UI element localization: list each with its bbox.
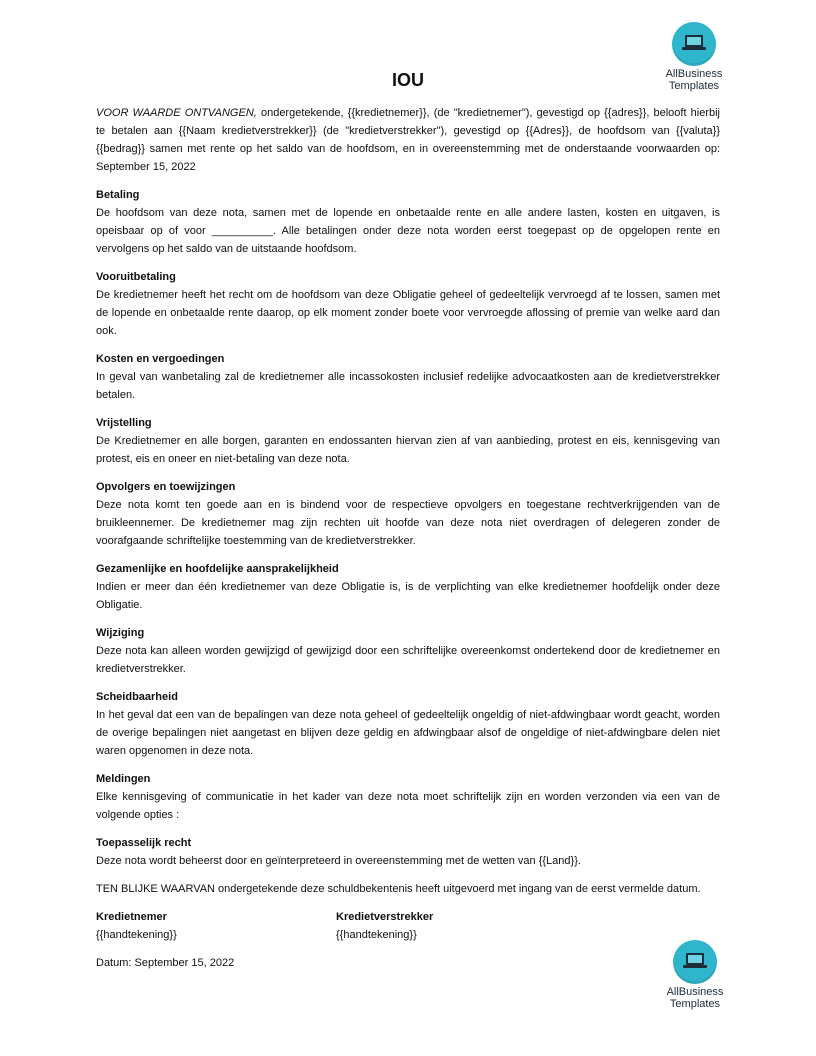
section-vooruitbetaling — [96, 268, 720, 340]
section-heading: Betaling — [96, 189, 140, 201]
signature-block — [96, 908, 720, 944]
section-meldingen — [96, 770, 720, 824]
allbusiness-logo-bottom — [657, 940, 733, 1010]
section-text: Deze nota komt ten goede aan en is bindend voor de respectieve opvolgers en toegestane rechtverkrijgenden van de bruikleennemer. De kredietnemer mag zijn rechten uit hoofde van deze nota niet overdragen of delegeren zonder de voorafgaande schriftelijke toestemming van de kredietverstrekker. — [96, 499, 720, 547]
section-heading: Wijziging — [96, 627, 145, 639]
section-text: In het geval dat een van de bepalingen van deze nota geheel of gedeeltelijk ongeldig of niet-afdwingbaar wordt geacht, worden de overige bepalingen niet aangetast en blijven deze geldig en afdwingbaar alsof de ongeldige of niet-afdwingbare delen niet waren opgenomen in deze nota. — [96, 709, 720, 757]
section-heading: Gezamenlijke en hoofdelijke aansprakelijkheid — [96, 563, 339, 575]
section-heading: Scheidbaarheid — [96, 691, 178, 703]
section-heading: Meldingen — [96, 773, 151, 785]
section-vrijstelling — [96, 414, 720, 468]
section-text: De Kredietnemer en alle borgen, garanten en endossanten hiervan zien af van aanbieding, protest en eis, kennisgeving van protest, eis en oneer en niet-betaling van deze nota. — [96, 435, 720, 465]
logo-text: AllBusiness Templates — [666, 986, 724, 1010]
intro-body: ondergetekende, {{kredietnemer}}, (de "kredietnemer"), gevestigd op {{adres}}, belooft hierbij te betalen aan {{Naam kredietverstrekker}} (de "kredietverstrekker"), gevestigd op {{Adres}}, de hoofdsom van {{valuta}}{{bedrag}} samen met rente op het saldo van de hoofdsom, en in overeenstemming met de onderstaande voorwaarden op: September 15, 2022 — [96, 107, 720, 173]
lender-signature — [336, 908, 576, 944]
lender-label: Kredietverstrekker — [336, 911, 434, 923]
intro-paragraph — [96, 104, 720, 176]
section-text: De kredietnemer heeft het recht om de hoofdsom van deze Obligatie geheel of gedeeltelijk vervroegd af te lossen, samen met de lopende en onbetaalde rente daarop, op elk moment zonder boete voor vervroegde aflossing of premie van welke aard dan ook. — [96, 289, 720, 337]
section-text: Deze nota wordt beheerst door en geïnterpreteerd in overeenstemming met de wetten van {{Land}}. — [96, 855, 581, 867]
intro-lead: VOOR WAARDE ONTVANGEN, — [96, 107, 257, 119]
section-text: Deze nota kan alleen worden gewijzigd of gewijzigd door een schriftelijke overeenkomst ondertekend door de kredietnemer en kredietverstrekker. — [96, 645, 720, 675]
section-opvolgers — [96, 478, 720, 550]
witness-clause: TEN BLIJKE WAARVAN ondergetekende deze schuldbekentenis heeft uitgevoerd met ingang van de eerst vermelde datum. — [96, 883, 701, 895]
section-heading: Kosten en vergoedingen — [96, 353, 225, 365]
section-heading: Vrijstelling — [96, 417, 152, 429]
date-line: Datum: September 15, 2022 — [96, 957, 235, 969]
section-text: In geval van wanbetaling zal de kredietnemer alle incassokosten inclusief redelijke advocaatkosten aan de kredietverstrekker betalen. — [96, 371, 720, 401]
section-aansprakelijkheid — [96, 560, 720, 614]
section-heading: Vooruitbetaling — [96, 271, 176, 283]
section-text: Indien er meer dan één kredietnemer van deze Obligatie is, is de verplichting van elke kredietnemer hoofdelijk onder deze Obligatie. — [96, 581, 720, 611]
section-heading: Opvolgers en toewijzingen — [96, 481, 236, 493]
borrower-signature-field: {{handtekening}} — [96, 929, 177, 941]
laptop-icon — [672, 22, 716, 66]
document-body — [96, 104, 720, 972]
lender-signature-field: {{handtekening}} — [336, 929, 417, 941]
logo-text: AllBusiness Templates — [665, 68, 723, 92]
section-wijziging — [96, 624, 720, 678]
section-betaling — [96, 186, 720, 258]
borrower-label: Kredietnemer — [96, 911, 167, 923]
section-scheidbaarheid — [96, 688, 720, 760]
section-text: De hoofdsom van deze nota, samen met de lopende en onbetaalde rente en alle andere lasten, kosten en uitgaven, is opeisbaar op of voor __________. Alle betalingen onder deze nota worden eerst toegepast op de opgelopen rente en vervolgens op het saldo van de uitstaande hoofdsom. — [96, 207, 720, 255]
section-kosten — [96, 350, 720, 404]
document-title: IOU — [391, 70, 424, 90]
section-text: Elke kennisgeving of communicatie in het kader van deze nota moet schriftelijk zijn en worden verzonden via een van de volgende opties : — [96, 791, 720, 821]
laptop-icon — [673, 940, 717, 984]
section-toepasselijk-recht — [96, 834, 720, 870]
borrower-signature — [96, 908, 336, 944]
section-heading: Toepasselijk recht — [96, 837, 192, 849]
